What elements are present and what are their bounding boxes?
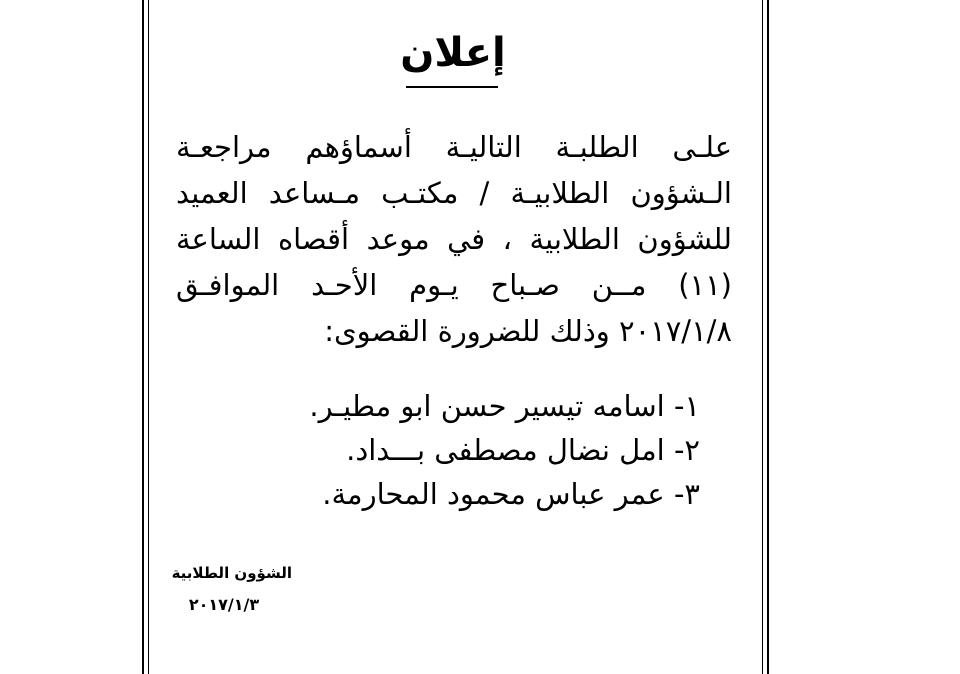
announcement-title: إعلان	[400, 30, 506, 76]
title-underline	[406, 86, 498, 88]
body-line-3: للشؤون الطلابية ، في موعد أقصاه الساعة	[176, 222, 732, 256]
signature-date: ٢٠١٧/١/٣	[188, 595, 260, 614]
announcement-body	[176, 124, 732, 354]
student-list-item: ١- اسامه تيسير حسن ابو مطيـر.	[309, 389, 700, 423]
student-list-item: ٣- عمر عباس محمود المحارمة.	[322, 477, 700, 511]
body-line-4: (١١) مــن صـباح يـوم الأحـد الموافـق	[176, 268, 732, 302]
body-line-5: ٢٠١٧/١/٨ وذلك للضرورة القصوى:	[324, 314, 732, 348]
page-border-right-inner	[762, 0, 763, 674]
page-border-right-outer	[767, 0, 769, 674]
student-list-item: ٢- امل نضال مصطفى بـــداد.	[346, 433, 700, 467]
body-line-2: الـشؤون الطلابيـة / مكتـب مـساعد العميد	[176, 176, 732, 210]
page-border-left-outer	[142, 0, 144, 674]
page-border-left-inner	[148, 0, 149, 674]
student-list	[260, 384, 700, 516]
signature-department: الشؤون الطلابية	[171, 564, 292, 582]
body-line-1: علـى الطلبـة التاليـة أسماؤهم مراجعـة	[176, 130, 732, 164]
